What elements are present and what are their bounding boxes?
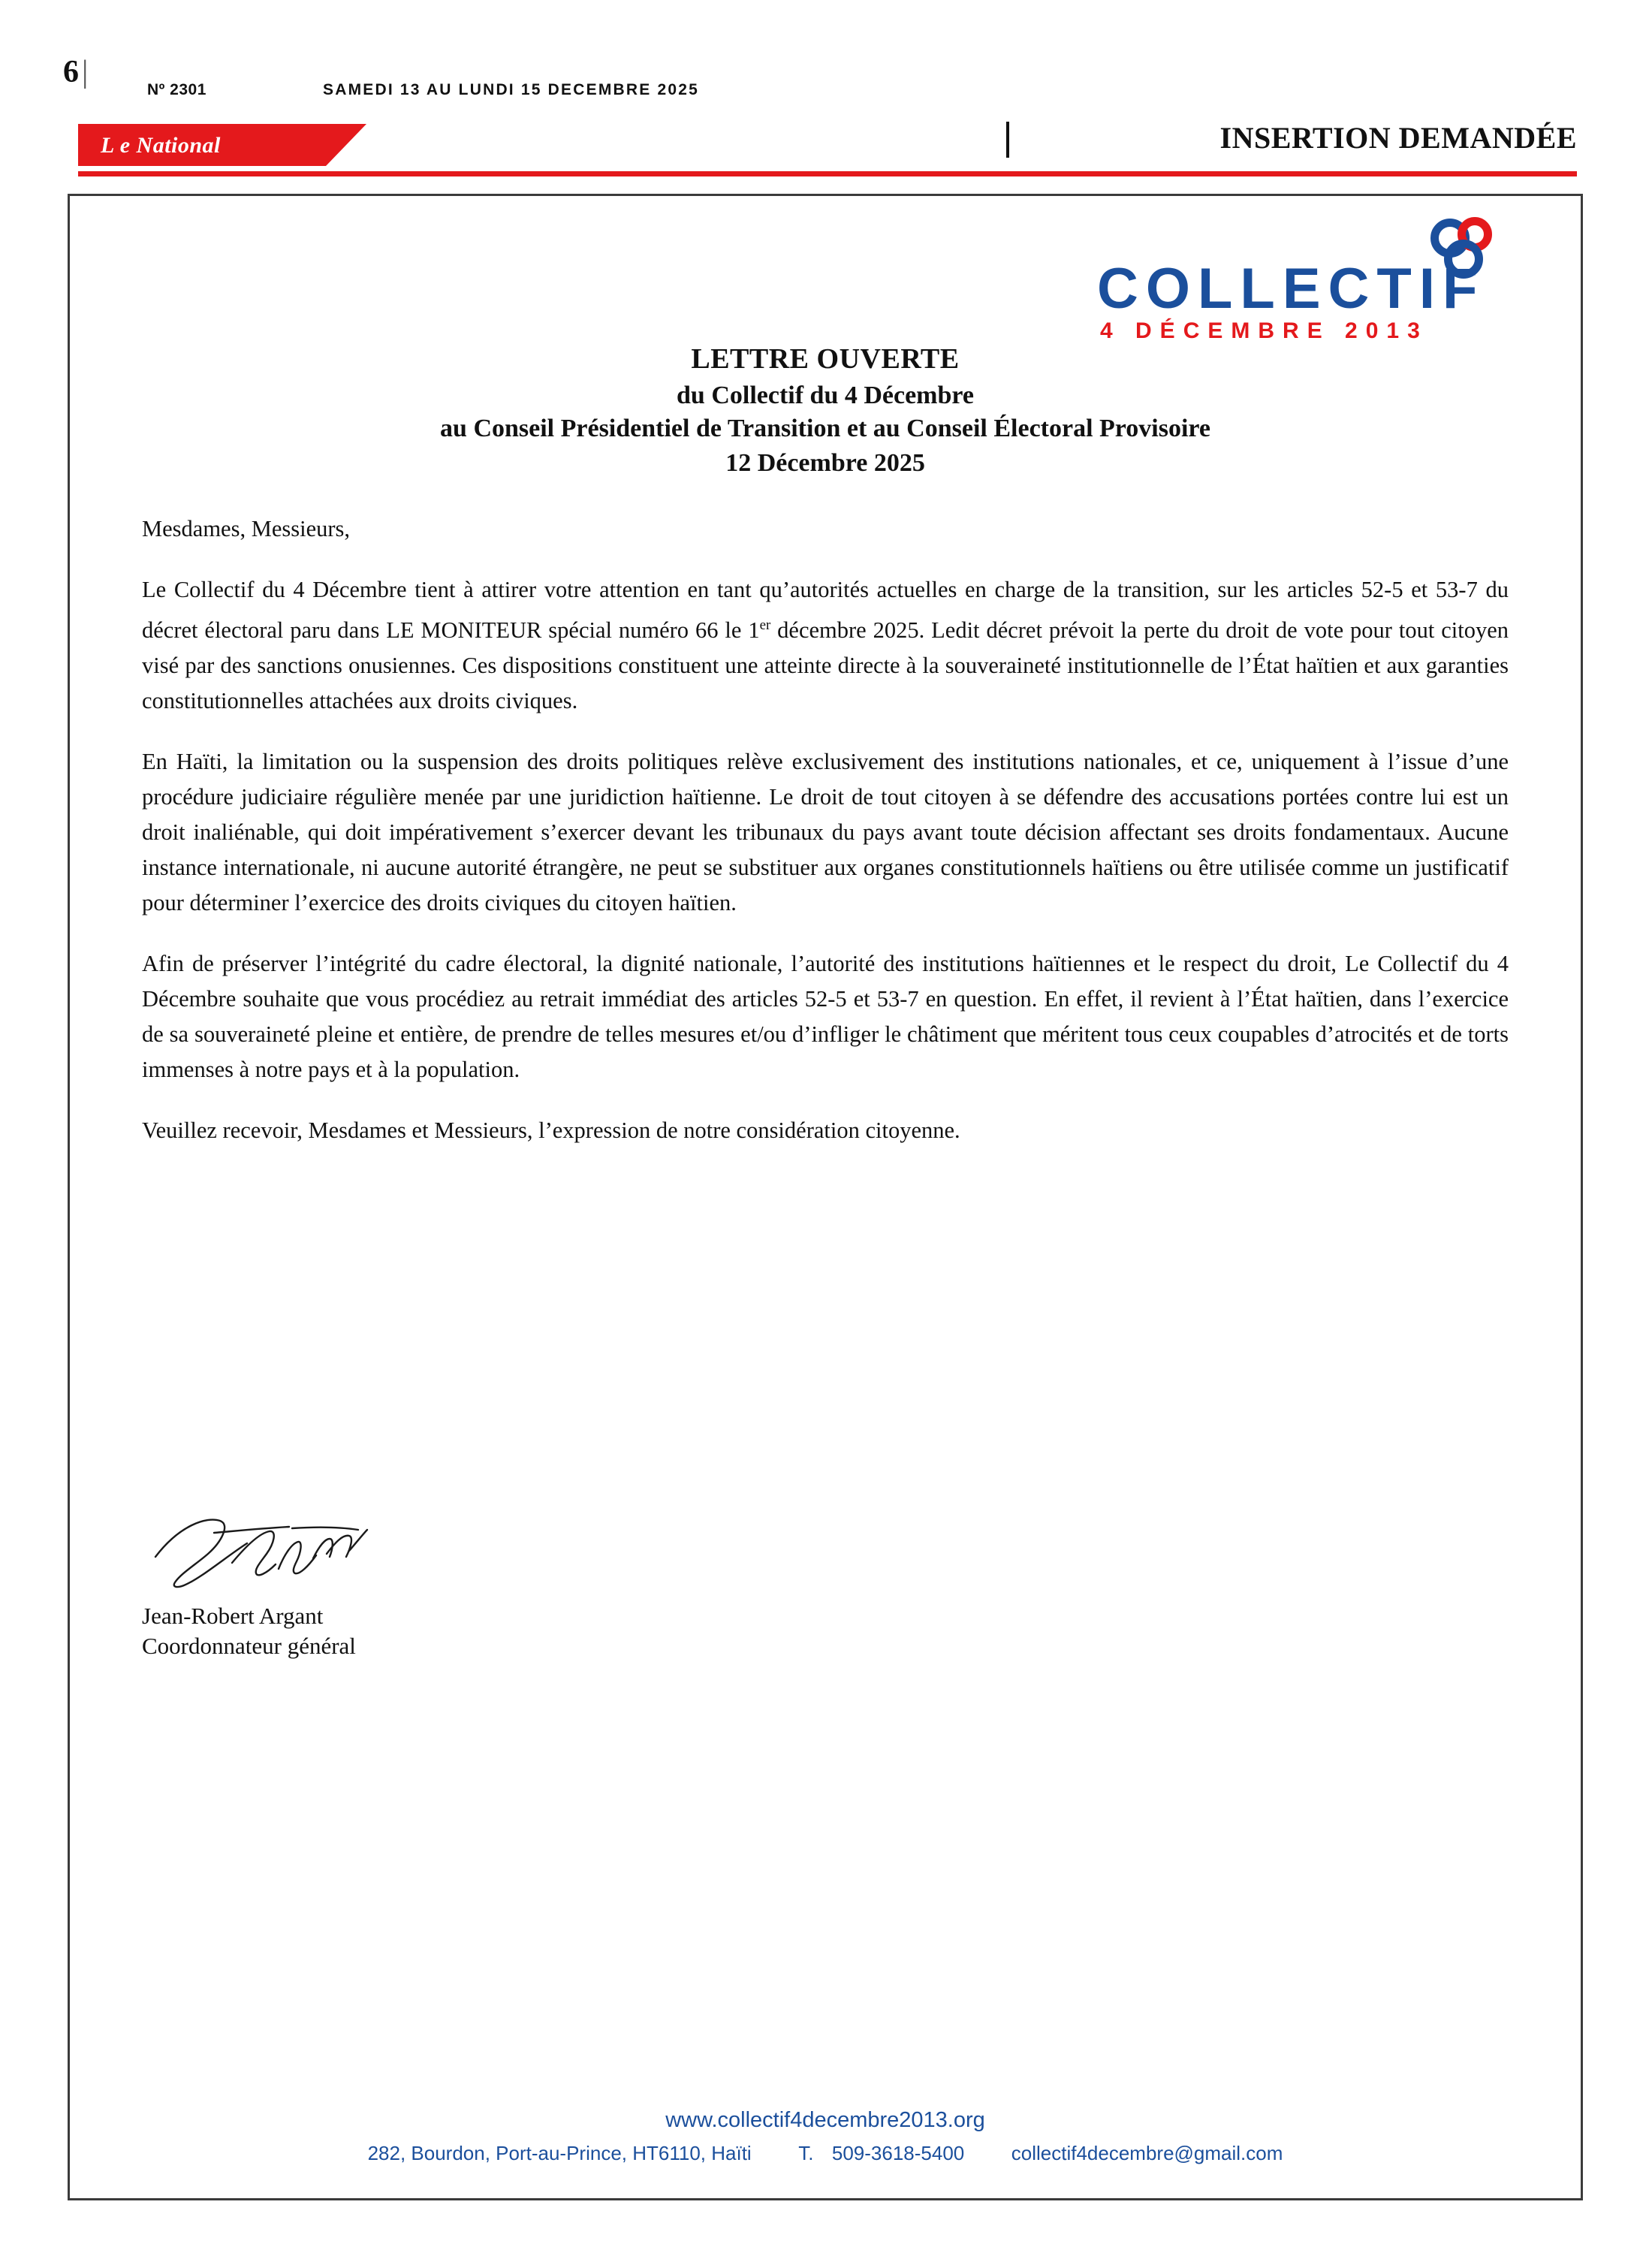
handwritten-signature-icon [142, 1510, 397, 1593]
footer-phone: 509-3618-5400 [831, 2142, 965, 2164]
letter-body [142, 511, 1509, 1148]
document-footer [70, 2108, 1581, 2165]
section-title: INSERTION DEMANDÉE [1219, 121, 1577, 155]
newspaper-brand-flag [78, 124, 326, 166]
letter-document [68, 194, 1583, 2200]
footer-phone-label: T. [798, 2142, 814, 2164]
page-number-value: 6 [63, 55, 79, 89]
page-number [63, 54, 88, 90]
letter-subtitle-2: au Conseil Présidentiel de Transition et au Conseil Électoral Provisoire [440, 415, 1210, 442]
footer-email[interactable]: collectif4decembre@gmail.com [1011, 2142, 1283, 2164]
masthead-rule [78, 171, 1577, 176]
signer-name: Jean-Robert Argant [142, 1603, 324, 1629]
footer-website[interactable]: www.collectif4decembre2013.org [665, 2108, 985, 2132]
letter-salutation: Mesdames, Messieurs, [142, 516, 351, 541]
letter-paragraph-2: En Haïti, la limitation ou la suspension des droits politiques relève exclusivement des institutions nationales, et ce, uniquement à l’issue d’une procédure judiciaire régulière menée par une juridiction haïtienne. Le droit de tout citoyen à se défendre des accusations portées contre lui est un droit inaliénable, qui doit impérativement s’exercer devant les tribunaux du pays avant toute décision affectant ses droits fondamentaux. Aucune instance internationale, ni aucune autorité étrangère, ne peut se substituer aux organes constitutionnels haïtiens ou être utilisée comme un justificatif pour déterminer l’exercice des droits civiques du citoyen haïtien. [142, 749, 1509, 916]
letter-paragraph-3: Afin de préserver l’intégrité du cadre électoral, la dignité nationale, l’autorité des institutions haïtiennes et le respect du droit, Le Collectif du 4 Décembre souhaite que vous procédiez au retrait immédiat des articles 52-5 et 53-7 en question. En effet, il revient à l’État haïtien, dans l’exercice de sa souveraineté pleine et entière, de prendre de telles mesures et/ou d’infliger le châtiment que méritent tous ceux coupables d’atrocités et de torts immenses à notre pays et à la population. [142, 951, 1509, 1083]
footer-contact-line [70, 2142, 1581, 2165]
letter-closing: Veuillez recevoir, Mesdames et Messieurs, l’expression de notre considération citoyenne. [142, 1117, 960, 1144]
page-number-separator: | [82, 55, 89, 89]
paragraph-1-part-a: Le Collectif du 4 Décembre tient à attirer votre attention en tant qu’autorités actuelles en charge de la transition, sur les articles 52-5 et 53-7 du décret électoral paru dans LE MONITEUR spécial numéro 66 le 1 [142, 577, 1509, 644]
masthead [0, 0, 1652, 161]
collectif-logo [1097, 217, 1518, 352]
footer-address: 282, Bourdon, Port-au-Prince, HT6110, Haïti [367, 2142, 752, 2164]
ordinal-suffix: er [759, 617, 771, 633]
logo-subtitle: 4 DÉCEMBRE 2013 [1100, 318, 1428, 343]
signature-block [142, 1510, 668, 1661]
section-divider [1006, 122, 1009, 158]
letter-subtitle-1: du Collectif du 4 Décembre [677, 382, 974, 409]
letter-date: 12 Décembre 2025 [725, 449, 925, 477]
letter-paragraph-1 [142, 572, 1509, 719]
signer-role: Coordonnateur général [142, 1633, 356, 1659]
newspaper-brand-label: L e National [101, 133, 221, 158]
letter-heading [70, 342, 1581, 478]
issue-date: SAMEDI 13 AU LUNDI 15 DECEMBRE 2025 [323, 81, 699, 98]
letter-title: LETTRE OUVERTE [691, 343, 960, 375]
issue-number: Nº 2301 [147, 81, 206, 98]
logo-wordmark: COLLECTIF [1097, 257, 1485, 321]
paragraph-1-part-b: décembre 2025. Ledit décret prévoit la perte du droit de vote pour tout citoyen visé par des sanctions onusiennes. Ces dispositions constituent une atteinte directe à la souveraineté institutionnelle de l’État haïtien et aux garanties constitutionnelles attachées aux droits civiques. [142, 617, 1509, 714]
